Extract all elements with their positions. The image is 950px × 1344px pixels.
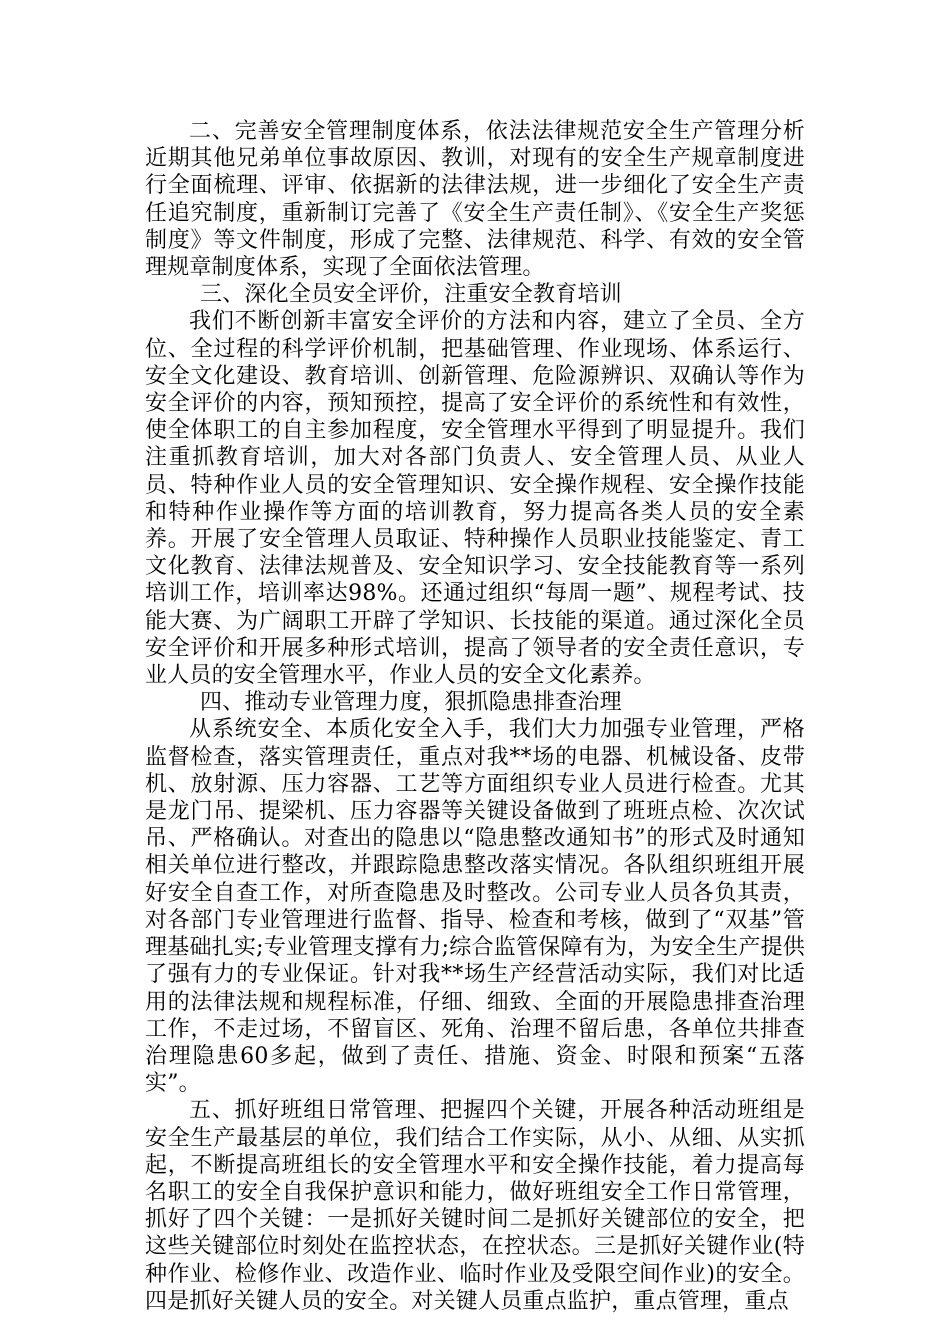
heading-hazard-inspection: 四、推动专业管理力度，狠抓隐患排查治理 — [200, 690, 622, 716]
paragraph-hazard-inspection: 从系统安全、本质化安全入手，我们大力加强专业管理，严格监督检查，落实管理责任，重点对我**场的电器、机械设备、皮带机、放射源、压力容器、工艺等方面组织专业人员进行检查。尤其是龙门吊、提梁机、压力容器等关键设备做到了班班点检、次次试吊、严格确认。对查出的隐患以“隐患整改通知书”的形式及时通知相关单位进行整改，并跟踪隐患整改落实情况。各队组织班组开展好安全自查工作，对所查隐患及时整改。公司专业人员各负其责，对各部门专业管理进行监督、指导、检查和考核，做到了“双基”管理基础扎实;专业管理支撑有力;综合监管保障有为，为安全生产提供了强有力的专业保证。针对我**场生产经营活动实际，我们对比适用的法律法规和规程标准，仔细、细致、全面的开展隐患排查治理工作，不走过场，不留盲区、死角、治理不留后患，各单位共排查治理隐患60多起，做到了责任、措施、资金、时限和预案“五落实”。 — [145, 717, 805, 1097]
paragraph-safety-evaluation: 我们不断创新丰富安全评价的方法和内容，建立了全员、全方位、全过程的科学评价机制，把基础管理、作业现场、体系运行、安全文化建设、教育培训、创新管理、危险源辨识、双确认等作为安全评价的内容，预知预控，提高了安全评价的系统性和有效性，使全体职工的自主参加程度，安全管理水平得到了明显提升。我们注重抓教育培训，加大对各部门负责人、安全管理人员、从业人员、特种作业人员的安全管理知识、安全操作规程、安全操作技能和特种作业操作等方面的培训教育，努力提高各类人员的安全素养。开展了安全管理人员取证、特种操作人员职业技能鉴定、青工文化教育、法律法规普及、安全知识学习、安全技能教育等一系列培训工作，培训率达98%。还通过组织“每周一题”、规程考试、技能大赛、为广阔职工开辟了学知识、长技能的渠道。通过深化全员安全评价和开展多种形式培训，提高了领导者的安全责任意识，专业人员的安全管理水平，作业人员的安全文化素养。 — [145, 309, 805, 689]
heading-safety-evaluation: 三、深化全员安全评价，注重安全教育培训 — [200, 282, 622, 308]
paragraph-regulations: 二、完善安全管理制度体系，依法法律规范安全生产管理分析近期其他兄弟单位事故原因、教训，对现有的安全生产规章制度进行全面梳理、评审、依据新的法律法规，进一步细化了安全生产责任追究制度，重新制订完善了《安全生产责任制》、《安全生产奖惩制度》等文件制度，形成了完整、法律规范、科学、有效的安全管理规章制度体系，实现了全面依法管理。 — [145, 119, 805, 281]
paragraph-team-management: 五、抓好班组日常管理、把握四个关键，开展各种活动班组是安全生产最基层的单位，我们结合工作实际，从小、从细、从实抓起，不断提高班组长的安全管理水平和安全操作技能，着力提高每名职工的安全自我保护意识和能力，做好班组安全工作日常管理，抓好了四个关键：一是抓好关键时间二是抓好关键部位的安全，把这些关键部位时刻处在监控状态，在控状态。三是抓好关键作业(特种作业、检修作业、改造作业、临时作业及受限空间作业)的安全。四是抓好关键人员的安全。对关键人员重点监护，重点管理，重点 — [145, 1098, 805, 1314]
document-page — [145, 118, 805, 1315]
